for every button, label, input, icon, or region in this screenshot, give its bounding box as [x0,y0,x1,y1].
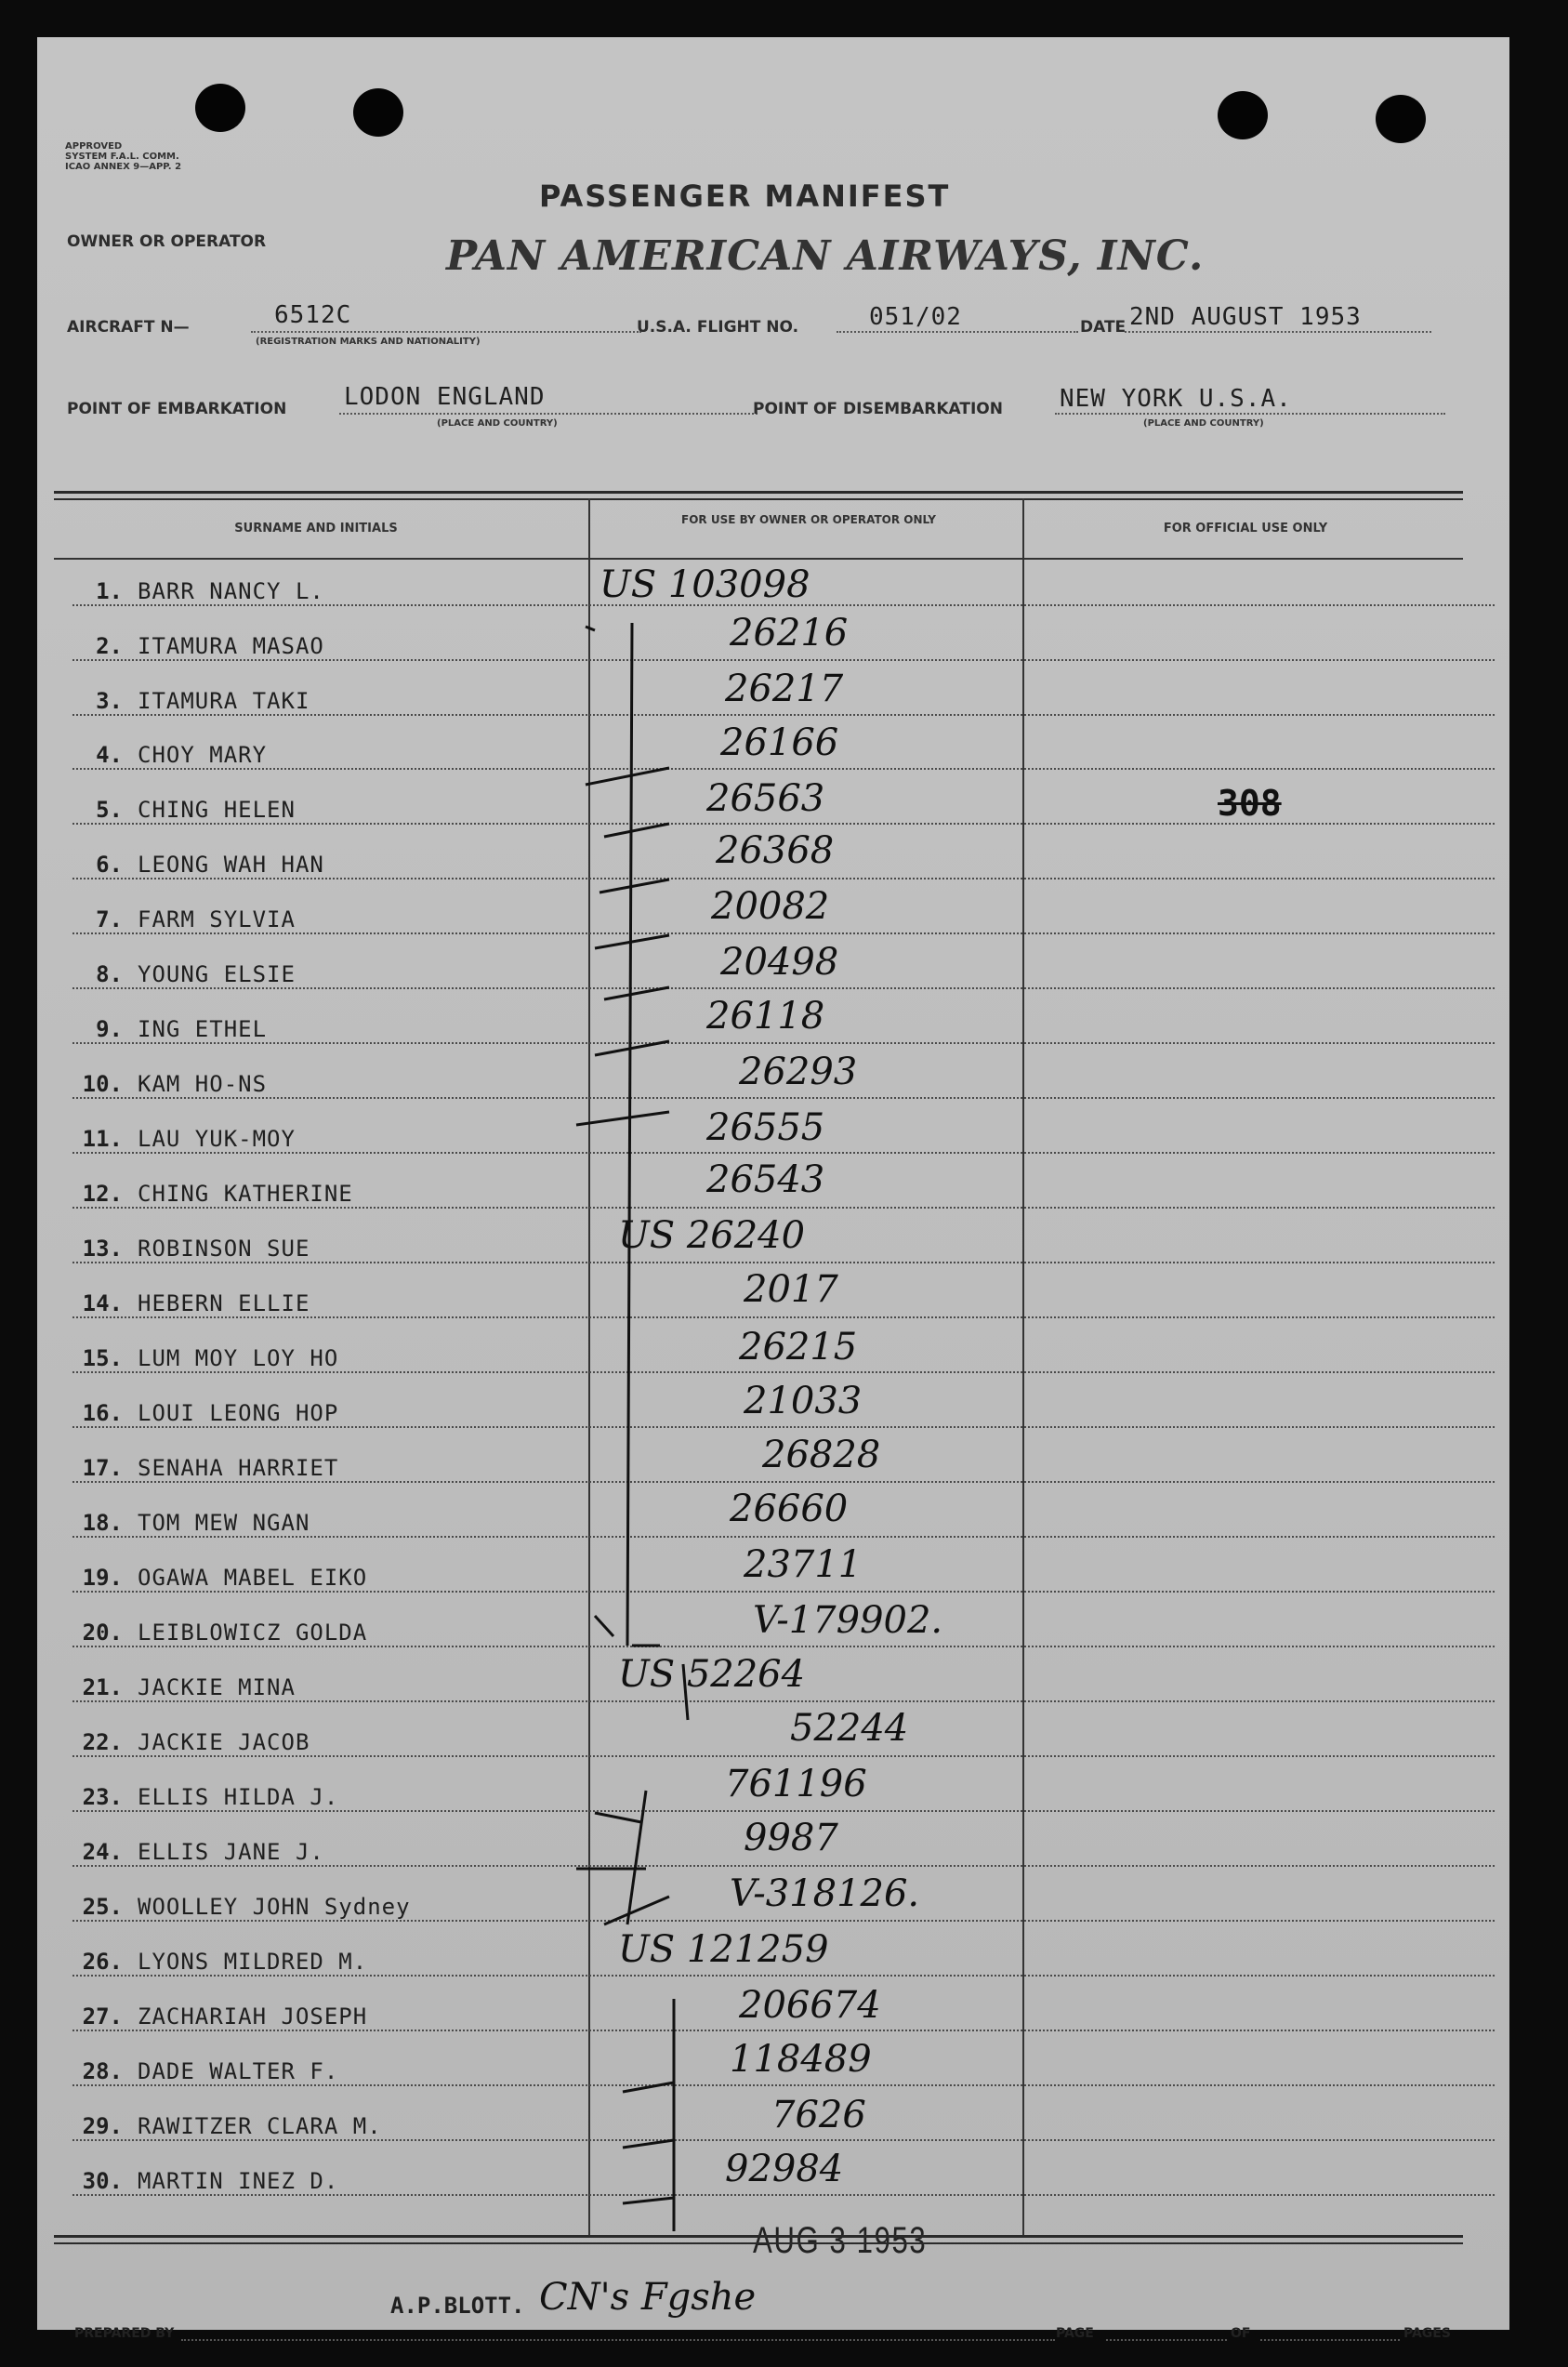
official-note: 308 [1218,783,1282,824]
manifest-page: APPROVED SYSTEM F.A.L. COMM. ICAO ANNEX 9—APP. 2 PASSENGER MANIFEST OWNER OR OPERATOR PAN AMERICAN AIRWAYS, INC. AIRCRAFT N— 6512C (REGISTRATION MARKS AND NATIONALITY) U.S.A. FLIGHT NO. 051/02 DATE 2ND AUGUST 1953 POINT OF EMBARKATION LODON ENGLAND (PLACE AND COUNTRY) POINT OF DISEMBARKATION NEW YORK U.S.A. (PLACE AND COUNTRY) SURNAME AND INITIALS FOR USE BY OWNER OR OPERATOR ONLY FOR OFFICIAL USE ONLY 1. BARR NANCY L. US 103098 2. ITAMURA MASAO 26216 3. ITAMURA TAKI 26217 4. CHOY MARY 26166 5. CHING HELEN 26563 6. LEONG WAH HAN 26368 7. FARM SYLVIA 20082 8. YOUNG ELSIE 20498 9. ING ETHEL 26118 10. KAM HO-NS 26293 11. LAU YUK-MOY 26555 12. CHING KATHERINE 26543 13. ROBINSON SUE US 26240 14. HEBERN ELLIE 2017 15. LUM MOY LOY HO 26215 16. LOUI LEONG HOP 21033 17. SENAHA HARRIET 26828 18. TOM MEW NGAN 26660 19. OGAWA MABEL EIKO 23711 20. LEIBLOWICZ GOLDA V-179902. 21. JACKIE MINA US 52264 22. JACKIE JACOB 52244 23. ELLIS HILDA J. 761196 24. ELLIS JANE J. 9987 25. WOOLLEY JOHN Sydney V-318126. 26. LYONS MILDRED M. US 121259 27. ZACHARIAH JOSEPH 206674 28. DADE WALTER F. 118489 29. RAWITZER CLARA M. 7626 30. MARTIN INEZ D. 92984 308 AUG 3 1953 PREPARED BY A.P.BLOTT. CN's Fgshe PAGE OF PAGES [37,37,1509,2330]
flight-value: 051/02 [869,303,962,331]
handwritten-brackets [558,586,706,2250]
page-label: PAGE [1056,2326,1094,2341]
embarkation-value: LODON ENGLAND [344,383,546,411]
airline-name: PAN AMERICAN AIRWAYS, INC. [446,232,1205,280]
handwritten-signature: CN's Fgshe [539,2276,757,2319]
punch-hole [1376,95,1426,143]
pages-label: PAGES [1403,2326,1451,2341]
disembarkation-note: (PLACE AND COUNTRY) [1143,418,1264,429]
of-label: OF [1231,2326,1251,2341]
punch-hole [1218,91,1268,139]
owner-label: OWNER OR OPERATOR [67,232,267,251]
punch-hole [195,84,245,132]
column-header-owner: FOR USE BY OWNER OR OPERATOR ONLY [681,513,936,526]
date-value: 2ND AUGUST 1953 [1129,303,1362,331]
date-stamp: AUG 3 1953 [753,2220,928,2261]
aircraft-note: (REGISTRATION MARKS AND NATIONALITY) [256,337,481,347]
page-title: PASSENGER MANIFEST [539,179,951,214]
disembarkation-label: POINT OF DISEMBARKATION [753,400,1003,418]
approval-note: APPROVED SYSTEM F.A.L. COMM. ICAO ANNEX 9—APP. 2 [65,141,182,172]
punch-hole [353,88,403,137]
date-label: DATE [1080,318,1127,337]
flight-label: U.S.A. FLIGHT NO. [637,318,799,337]
aircraft-label: AIRCRAFT N— [67,318,190,337]
prepared-by: A.P.BLOTT. [390,2293,525,2319]
prepared-by-label: PREPARED BY [74,2326,175,2341]
aircraft-value: 6512C [274,301,352,329]
disembarkation-value: NEW YORK U.S.A. [1060,385,1292,413]
column-header-surname: SURNAME AND INITIALS [234,522,398,536]
embarkation-label: POINT OF EMBARKATION [67,400,287,418]
embarkation-note: (PLACE AND COUNTRY) [437,418,558,429]
column-header-official: FOR OFFICIAL USE ONLY [1163,522,1328,536]
